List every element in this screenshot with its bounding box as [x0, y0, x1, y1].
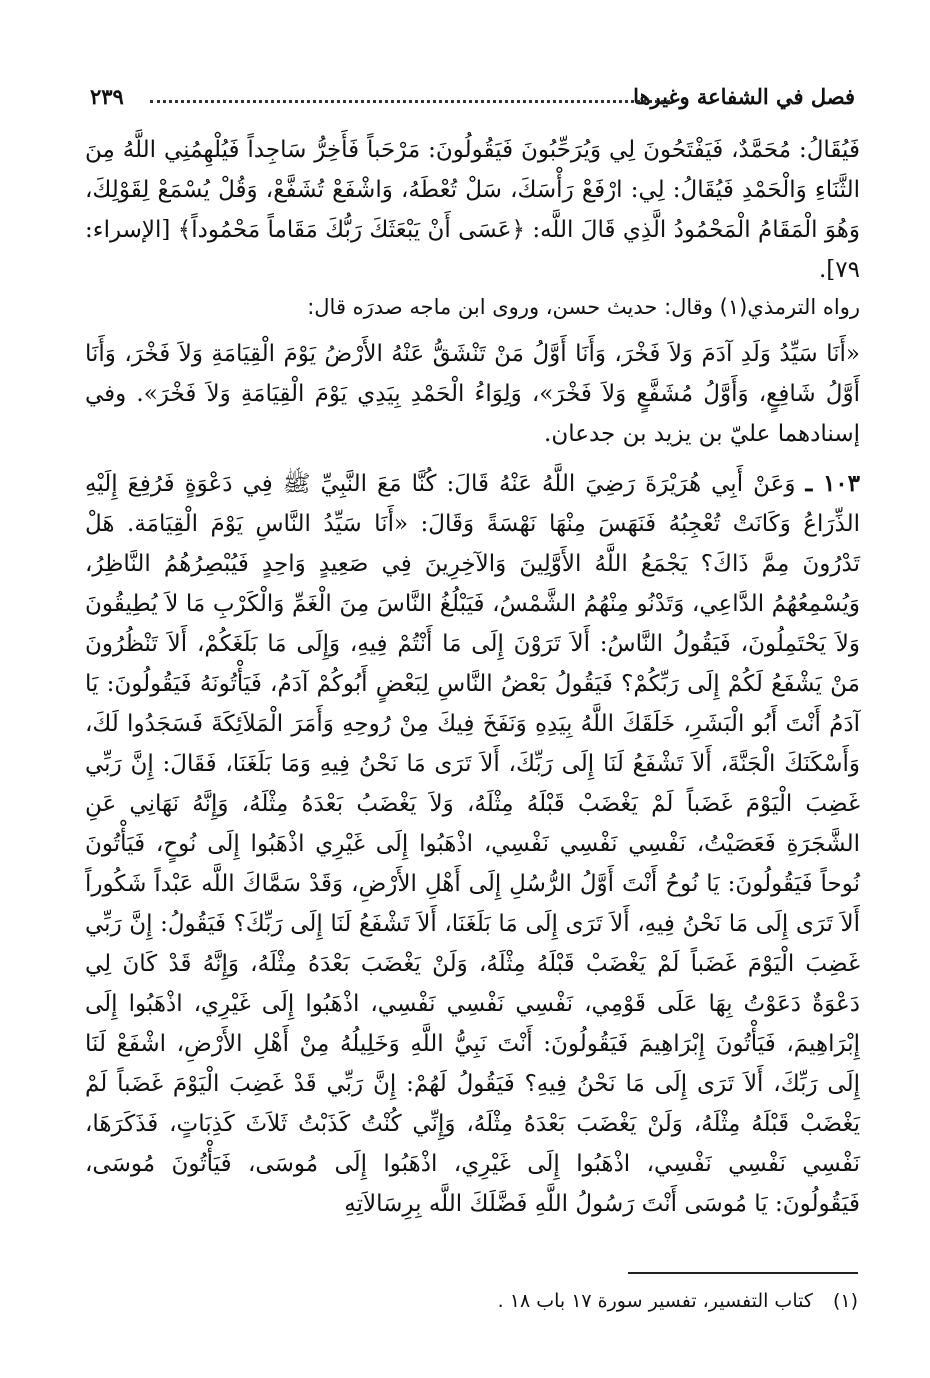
page-number: ٢٣٩	[90, 84, 124, 109]
footnote-marker: (١)	[832, 1290, 858, 1312]
main-text	[85, 130, 860, 1224]
paragraph-1: فَيُقَالُ: مُحَمَّدٌ، فَيَفْتَحُونَ لِي وَيُرَحِّبُونَ فَيَقُولُونَ: مَرْحَباً فَأَخِرُّ سَاجِداً فَيُلْهِمُنِي اللَّهُ مِنَ الثَّنَاءِ وَالْحَمْدِ فَيُقَالُ: لِي: ارْفَعْ رَأْسَكَ، سَلْ تُعْطَهُ، وَاشْفَعْ تُشَفَّعْ، وَقُلْ يُسْمَعْ لِقَوْلِكَ، وَهُوَ الْمَقَامُ الْمَحْمُودُ الَّذِي قَالَ اللَّه: ﴿عَسَى أَنْ يَبْعَثَكَ رَبُّكَ مَقَاماً مَحْمُوداً﴾ [الإسراء: ٧٩].	[85, 137, 860, 283]
dot-leader	[150, 100, 670, 103]
hadith-number: ١٠٣ ـ	[805, 470, 861, 497]
paragraph-3-hadith: «أَنَا سَيِّدُ وَلَدِ آدَمَ وَلاَ فَخْرَ، وَأَنَا أَوَّلُ مَنْ تَنْشَقُّ عَنْهُ الأَرْضُ يَوْمَ الْقِيَامَةِ وَلاَ فَخْرَ، وَأَنَا أَوَّلُ شَافِعٍ، وَأَوَّلُ مُشَفَّعٍ وَلاَ فَخْرَ»، وَلِوَاءُ الْحَمْدِ بِيَدِي يَوْمَ الْقِيَامَةِ وَلاَ فَخْرَ». وفي إسنادهما عليّ بن يزيد بن جدعان.	[85, 341, 860, 447]
footnote-separator	[628, 1272, 858, 1274]
running-header	[90, 82, 855, 116]
hadith-103-text: وَعَنْ أَبِي هُرَيْرَةَ رَضِيَ اللَّهُ عَنْهُ قَالَ: كُنَّا مَعَ النَّبِيِّ ﷺ فِي دَعْوَةٍ فَرُفِعَ إِلَيْهِ الذِّرَاعُ وَكَانَتْ تُعْجِبُهُ فَنَهَسَ مِنْهَا نَهْسَةً وَقَالَ: «أَنَا سَيِّدُ النَّاسِ يَوْمَ الْقِيَامَة. هَلْ تَدْرُونَ مِمَّ ذَاكَ؟ يَجْمَعُ اللَّهُ الأَوَّلِينَ وَالآخِرِينَ فِي صَعِيدٍ وَاحِدٍ فَيُبْصِرُهُمُ النَّاظِرُ، وَيُسْمِعُهُمُ الدَّاعِي، وَتَدْنُو مِنْهُمُ الشَّمْسُ، فَيَبْلُغُ النَّاسَ مِنَ الْغَمِّ وَالْكَرْبِ مَا لاَ يُطِيقُونَ وَلاَ يَحْتَمِلُونَ، فَيَقُولُ النَّاسُ: أَلاَ تَرَوْنَ إِلَى مَا أَنْتُمْ فِيهِ، وَإِلَى مَا بَلَغَكُمْ، أَلاَ تَنْظُرُونَ مَنْ يَشْفَعُ لَكُمْ إِلَى رَبِّكُمْ؟ فَيَقُولُ بَعْضُ النَّاسِ لِبَعْضٍ أَبُوكُمْ آدَمُ، فَيَأْتُونَهُ فَيَقُولُونَ: يَا آدَمُ أَنْتَ أَبُو الْبَشَرِ، خَلَقَكَ اللَّهُ بِيَدِهِ وَنَفَخَ فِيكَ مِنْ رُوحِهِ وَأَمَرَ الْمَلاَئِكَةَ فَسَجَدُوا لَكَ، وَأَسْكَنَكَ الْجَنَّةَ، أَلاَ تَشْفَعُ لَنَا إِلَى رَبِّكَ، أَلاَ تَرَى مَا نَحْنُ فِيهِ وَمَا بَلَغَنَا، فَقَالَ: إِنَّ رَبِّي غَضِبَ الْيَوْمَ غَضَباً لَمْ يَغْضَبْ قَبْلَهُ مِثْلَهُ، وَلاَ يَغْضَبُ بَعْدَهُ مِثْلَهُ، وَإِنَّهُ نَهَانِي عَنِ الشَّجَرَةِ فَعَصَيْتُ، نَفْسِي نَفْسِي نَفْسِي، اذْهَبُوا إِلَى غَيْرِي اذْهَبُوا إِلَى نُوحٍ، فَيَأْتُونَ نُوحاً فَيَقُولُونَ: يَا نُوحُ أَنْتَ أَوَّلُ الرُّسُلِ إِلَى أَهْلِ الأَرْضِ، وَقَدْ سَمَّاكَ اللَّه عَبْداً شَكُوراً أَلاَ تَرَى إِلَى مَا نَحْنُ فِيهِ، أَلاَ تَرَى إِلَى مَا بَلَغَنَا، أَلاَ تَشْفَعُ لَنَا إِلَى رَبِّكَ؟ فَيَقُولُ: إِنَّ رَبِّي غَضِبَ الْيَوْمَ غَضَباً لَمْ يَغْضَبْ قَبْلَهُ مِثْلَهُ، وَلَنْ يَغْضَبَ بَعْدَهُ مِثْلَهُ، وَإِنَّهُ قَدْ كَانَ لِي دَعْوَةٌ دَعَوْتُ بِهَا عَلَى قَوْمِي، نَفْسِي نَفْسِي نَفْسِي، اذْهَبُوا إِلَى غَيْرِي، اذْهَبُوا إِلَى إِبْرَاهِيمَ، فَيَأْتُونَ إِبْرَاهِيمَ فَيَقُولُونَ: أَنْتَ نَبِيُّ اللَّهِ وَخَلِيلُهُ مِنْ أَهْلِ الأَرْضِ، اشْفَعْ لَنَا إِلَى رَبِّكَ، أَلاَ تَرَى إِلَى مَا نَحْنُ فِيهِ؟ فَيَقُولُ لَهُمْ: إِنَّ رَبِّي قَدْ غَضِبَ الْيَوْمَ غَضَباً لَمْ يَغْضَبْ قَبْلَهُ مِثْلَهُ، وَلَنْ يَغْضَبَ بَعْدَهُ مِثْلَهُ، وَإِنِّي كُنْتُ كَذَبْتُ ثَلاَثَ كَذِبَاتٍ، فَذَكَرَهَا، نَفْسِي نَفْسِي نَفْسِي، اذْهَبُوا إِلَى غَيْرِي، اذْهَبُوا إِلَى مُوسَى، فَيَأْتُونَ مُوسَى، فَيَقُولُونَ: يَا مُوسَى أَنْتَ رَسُولُ اللَّهِ فَضَّلَكَ اللَّه بِرِسَالاَتِهِ	[85, 471, 860, 1217]
paragraph-2-citation: رواه الترمذي(١) وقال: حديث حسن، وروى ابن ماجه صدرَه قال:	[307, 295, 860, 319]
footnote-text: كتاب التفسير، تفسير سورة ١٧ باب ١٨ .	[497, 1290, 813, 1312]
chapter-title: فصل في الشفاعة وغيرها	[633, 84, 855, 109]
footnote-1	[358, 1290, 858, 1312]
paragraph-4-hadith-103	[85, 464, 860, 1224]
